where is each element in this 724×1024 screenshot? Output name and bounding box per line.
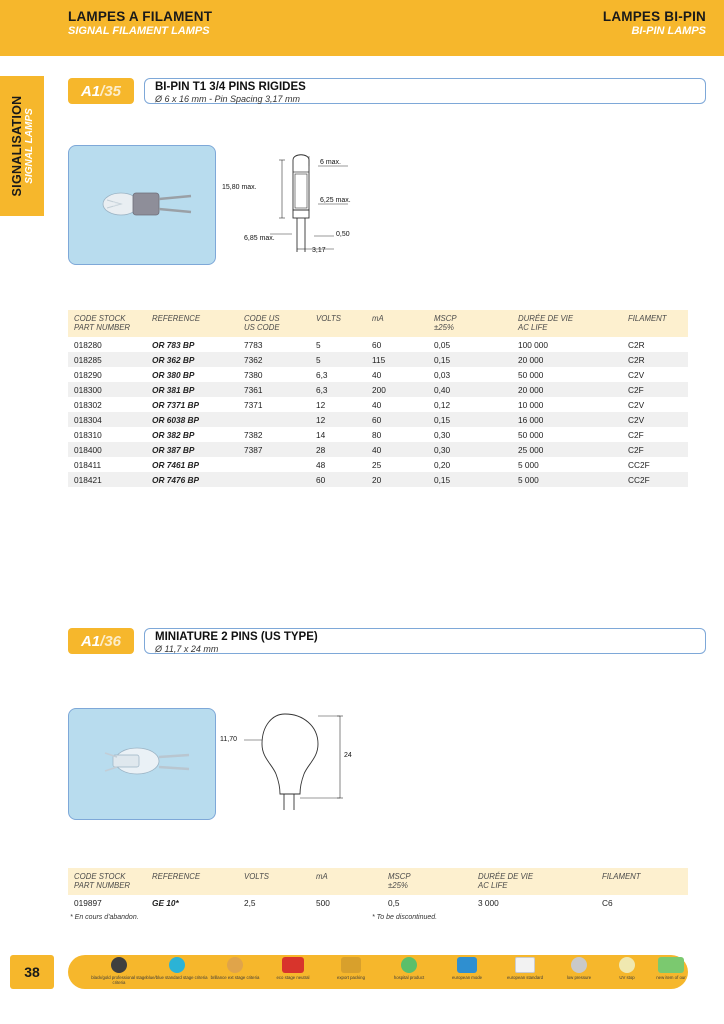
- hospital-icon: [401, 957, 417, 973]
- eco-stage-icon: [282, 957, 304, 973]
- footer-item-label: new item of our: [656, 975, 686, 980]
- footer-item-label: black/gold professional stage criteria: [91, 975, 147, 985]
- cell-filament: C2V: [628, 399, 645, 410]
- cell-mscp: 0,12: [434, 399, 451, 410]
- dim-label-3: 6,85 max.: [244, 235, 275, 242]
- table-row: [68, 442, 688, 457]
- col-ma: mA: [366, 310, 428, 337]
- cell-part-number: 018302: [74, 399, 102, 410]
- cell-us-code: [238, 472, 310, 487]
- col-mscp: MSCP ±25%: [428, 310, 512, 337]
- cell-us-code: 7371: [244, 399, 263, 410]
- cell-life: 100 000: [518, 339, 548, 350]
- table-row: [68, 472, 688, 487]
- cell-ma: 60: [372, 339, 382, 350]
- header-left-subtitle: SIGNAL FILAMENT LAMPS: [68, 25, 210, 37]
- cell-life: 50 000: [518, 429, 544, 440]
- footer-item-0: [88, 957, 150, 985]
- section-badge-a1-36: [68, 628, 134, 654]
- export-packing-icon: [341, 957, 361, 973]
- col-ma: mA: [310, 868, 382, 895]
- cell-life: 5 000: [518, 459, 539, 470]
- cell-mscp: 0,20: [434, 459, 451, 470]
- low-pressure-icon: [571, 957, 587, 973]
- cell-reference: OR 6038 BP: [146, 412, 238, 427]
- spec-table-a1-36: [68, 868, 688, 910]
- footer-item-label: hospital product: [393, 975, 425, 980]
- cell-reference: OR 7461 BP: [152, 459, 200, 470]
- cell-part-number: 018300: [68, 382, 146, 397]
- dim-label-0: 11,70: [220, 736, 237, 743]
- section-subtitle: Ø 11,7 x 24 mm: [155, 644, 219, 654]
- cell-reference: OR 382 BP: [152, 429, 195, 440]
- cell-filament: C2V: [622, 412, 688, 427]
- lamp-photo-a1-35: [68, 145, 216, 265]
- section-badge-a1-35: [68, 78, 134, 104]
- footer-item-label: blue/blue standard stage criteria: [146, 975, 208, 980]
- col-reference: REFERENCE: [146, 868, 238, 895]
- col-us-code: CODE US US CODE: [238, 310, 310, 337]
- table-row: [68, 382, 688, 397]
- footnote-left: * En cours d'abandon.: [70, 914, 139, 921]
- technical-drawing-a1-35: [222, 148, 480, 268]
- col-filament: FILAMENT: [596, 868, 688, 895]
- cell-reference: OR 362 BP: [146, 352, 238, 367]
- footer-item-label: UV stop: [619, 975, 635, 980]
- cell-filament: C2R: [628, 339, 645, 350]
- footer-item-6: [436, 957, 498, 980]
- cell-life: 3 000: [478, 897, 499, 908]
- cell-part-number: 018310: [74, 429, 102, 440]
- cell-volts: 2,5: [244, 897, 256, 908]
- table-row: [68, 412, 688, 427]
- cell-ma: 20: [366, 472, 428, 487]
- header-right-subtitle: BI-PIN LAMPS: [631, 25, 706, 37]
- cell-part-number: 018304: [68, 412, 146, 427]
- drawing-svg-a1-36: [228, 706, 388, 818]
- section-subtitle: Ø 6 x 16 mm - Pin Spacing 3,17 mm: [155, 94, 301, 104]
- drawing-svg-a1-35: [230, 148, 480, 268]
- cell-mscp: 0,40: [428, 382, 512, 397]
- col-mscp: MSCP ±25%: [382, 868, 472, 895]
- cell-mscp: 0,5: [388, 897, 400, 908]
- cell-ma: 40: [366, 442, 428, 457]
- cell-us-code: [238, 412, 310, 427]
- footer-item-5: [378, 957, 440, 980]
- footnote-right: * To be discontinued.: [372, 914, 438, 921]
- col-volts: VOLTS: [238, 868, 310, 895]
- cell-mscp: 0,15: [428, 352, 512, 367]
- cell-reference: GE 10*: [152, 897, 179, 908]
- european-standard-icon: [515, 957, 535, 973]
- header-right-title: LAMPES BI-PIN: [602, 9, 706, 24]
- side-tab: [0, 76, 44, 216]
- cell-reference: OR 7476 BP: [146, 472, 238, 487]
- cell-reference: OR 7371 BP: [152, 399, 200, 410]
- side-tab-inner: [0, 76, 44, 216]
- badge-main: A1: [80, 82, 101, 100]
- new-item-icon: [658, 957, 684, 973]
- cell-reference: OR 783 BP: [152, 339, 195, 350]
- cell-ma: 80: [372, 429, 382, 440]
- brilliance-icon: [227, 957, 243, 973]
- cell-mscp: 0,30: [428, 442, 512, 457]
- section-title: MINIATURE 2 PINS (US TYPE): [155, 631, 318, 643]
- cell-filament: C2V: [628, 369, 645, 380]
- cell-life: 5 000: [512, 472, 622, 487]
- cell-reference: OR 381 BP: [146, 382, 238, 397]
- cell-ma: 40: [372, 369, 382, 380]
- blue-blue-icon: [169, 957, 185, 973]
- table-row: [68, 367, 688, 382]
- dim-label-1: 24: [344, 752, 352, 759]
- technical-drawing-a1-36: [220, 706, 388, 818]
- cell-reference: OR 380 BP: [152, 369, 195, 380]
- cell-life: 20 000: [512, 352, 622, 367]
- dim-label-1: 15,80 max.: [222, 184, 257, 191]
- dim-label-2: 6,25 max.: [320, 197, 351, 204]
- cell-volts: 12: [310, 412, 366, 427]
- cell-volts: 6,3: [316, 369, 328, 380]
- cell-filament: C6: [602, 897, 613, 908]
- black-gold-icon: [111, 957, 127, 973]
- cell-filament: CC2F: [622, 472, 688, 487]
- table-row: [68, 457, 688, 472]
- col-part-number: CODE STOCK PART NUMBER: [68, 868, 146, 895]
- col-volts: VOLTS: [310, 310, 366, 337]
- uv-stop-icon: [619, 957, 635, 973]
- cell-mscp: 0,15: [428, 472, 512, 487]
- cell-volts: 6,3: [310, 382, 366, 397]
- cell-mscp: 0,05: [434, 339, 451, 350]
- cell-volts: 14: [316, 429, 326, 440]
- cell-ma: 115: [366, 352, 428, 367]
- table-body-a1-35: [68, 337, 688, 487]
- cell-filament: CC2F: [628, 459, 650, 470]
- cell-mscp: 0,03: [434, 369, 451, 380]
- table-row: [68, 895, 688, 910]
- table-row: [68, 397, 688, 412]
- cell-part-number: 018421: [68, 472, 146, 487]
- cell-us-code: 7361: [238, 382, 310, 397]
- spec-table-a1-35: [68, 310, 688, 487]
- badge-sub: /36: [100, 632, 122, 650]
- cell-life: 16 000: [512, 412, 622, 427]
- table-header-row: [68, 310, 688, 337]
- side-tab-title: SIGNALISATION: [9, 95, 24, 197]
- cell-ma: 60: [366, 412, 428, 427]
- section-a1-36-header: [68, 628, 706, 662]
- cell-volts: 60: [310, 472, 366, 487]
- cell-part-number: 018290: [74, 369, 102, 380]
- cell-ma: 200: [366, 382, 428, 397]
- footer-item-1: [146, 957, 208, 980]
- cell-us-code: 7362: [238, 352, 310, 367]
- cell-us-code: [238, 457, 310, 472]
- dim-label-5: 3,17: [312, 247, 326, 254]
- cell-ma: 40: [372, 399, 382, 410]
- section-title-box-a1-36: [144, 628, 706, 654]
- header-left: [68, 9, 212, 38]
- col-reference: REFERENCE: [146, 310, 238, 337]
- lamp-photo-a1-36: [68, 708, 216, 820]
- table-row: [68, 337, 688, 352]
- cell-filament: C2F: [628, 429, 644, 440]
- cell-part-number: 018285: [68, 352, 146, 367]
- col-life: DURÉE DE VIE AC LIFE: [512, 310, 622, 337]
- cell-volts: 12: [316, 399, 326, 410]
- col-life: DURÉE DE VIE AC LIFE: [472, 868, 596, 895]
- table-row: [68, 427, 688, 442]
- footer-item-10: [640, 957, 702, 980]
- footer-item-3: [262, 957, 324, 980]
- section-a1-35-header: [68, 78, 706, 112]
- cell-reference: OR 387 BP: [146, 442, 238, 457]
- header-left-title: LAMPES A FILAMENT: [68, 9, 213, 24]
- footer-item-2: [204, 957, 266, 980]
- footer-item-label: european standard: [506, 975, 544, 980]
- section-title-box-a1-35: [144, 78, 706, 104]
- cell-part-number: 018411: [74, 459, 102, 470]
- cell-volts: 5: [310, 352, 366, 367]
- cell-mscp: 0,15: [428, 412, 512, 427]
- cell-life: 10 000: [518, 399, 544, 410]
- cell-life: 50 000: [518, 369, 544, 380]
- cell-filament: C2R: [622, 352, 688, 367]
- cell-part-number: 018280: [74, 339, 102, 350]
- page-number: 38: [10, 955, 54, 989]
- european-mode-icon: [457, 957, 477, 973]
- page-header: [0, 0, 724, 56]
- table-row: [68, 352, 688, 367]
- footer-item-label: brillance ext stage criteria: [210, 975, 260, 980]
- side-tab-subtitle: SIGNAL LAMPS: [23, 108, 35, 184]
- cell-part-number: 018400: [68, 442, 146, 457]
- dim-label-0: 6 max.: [320, 159, 342, 166]
- cell-us-code: 7382: [244, 429, 263, 440]
- cell-filament: C2F: [622, 442, 688, 457]
- cell-us-code: 7783: [244, 339, 263, 350]
- cell-ma: 25: [372, 459, 382, 470]
- cell-volts: 28: [310, 442, 366, 457]
- cell-life: 20 000: [512, 382, 622, 397]
- header-right: [603, 9, 706, 38]
- cell-filament: C2F: [622, 382, 688, 397]
- lamp-photo-illustration-2: [69, 709, 215, 819]
- badge-sub: /35: [100, 82, 122, 100]
- lamp-photo-illustration: [69, 146, 215, 264]
- footer-item-label: european mode: [451, 975, 483, 980]
- cell-us-code: 7387: [238, 442, 310, 457]
- cell-mscp: 0,30: [434, 429, 451, 440]
- footer-item-label: export packing: [337, 975, 365, 980]
- section-title: BI-PIN T1 3/4 PINS RIGIDES: [155, 81, 306, 93]
- footer-item-4: [320, 957, 382, 980]
- dim-label-4: 0,50: [336, 231, 350, 238]
- table-body-a1-36: [68, 895, 688, 910]
- cell-life: 25 000: [512, 442, 622, 457]
- footer-item-label: eco stage neutral: [276, 975, 310, 980]
- table-header-row: [68, 868, 688, 895]
- cell-ma: 500: [316, 897, 330, 908]
- badge-main: A1: [80, 632, 101, 650]
- cell-part-number: 019897: [74, 897, 102, 908]
- footer-item-label: low pressure: [566, 975, 592, 980]
- col-filament: FILAMENT: [622, 310, 688, 337]
- col-part-number: CODE STOCK PART NUMBER: [68, 310, 146, 337]
- cell-volts: 5: [316, 339, 321, 350]
- footer-item-7: [494, 957, 556, 980]
- cell-volts: 48: [316, 459, 326, 470]
- cell-us-code: 7380: [244, 369, 263, 380]
